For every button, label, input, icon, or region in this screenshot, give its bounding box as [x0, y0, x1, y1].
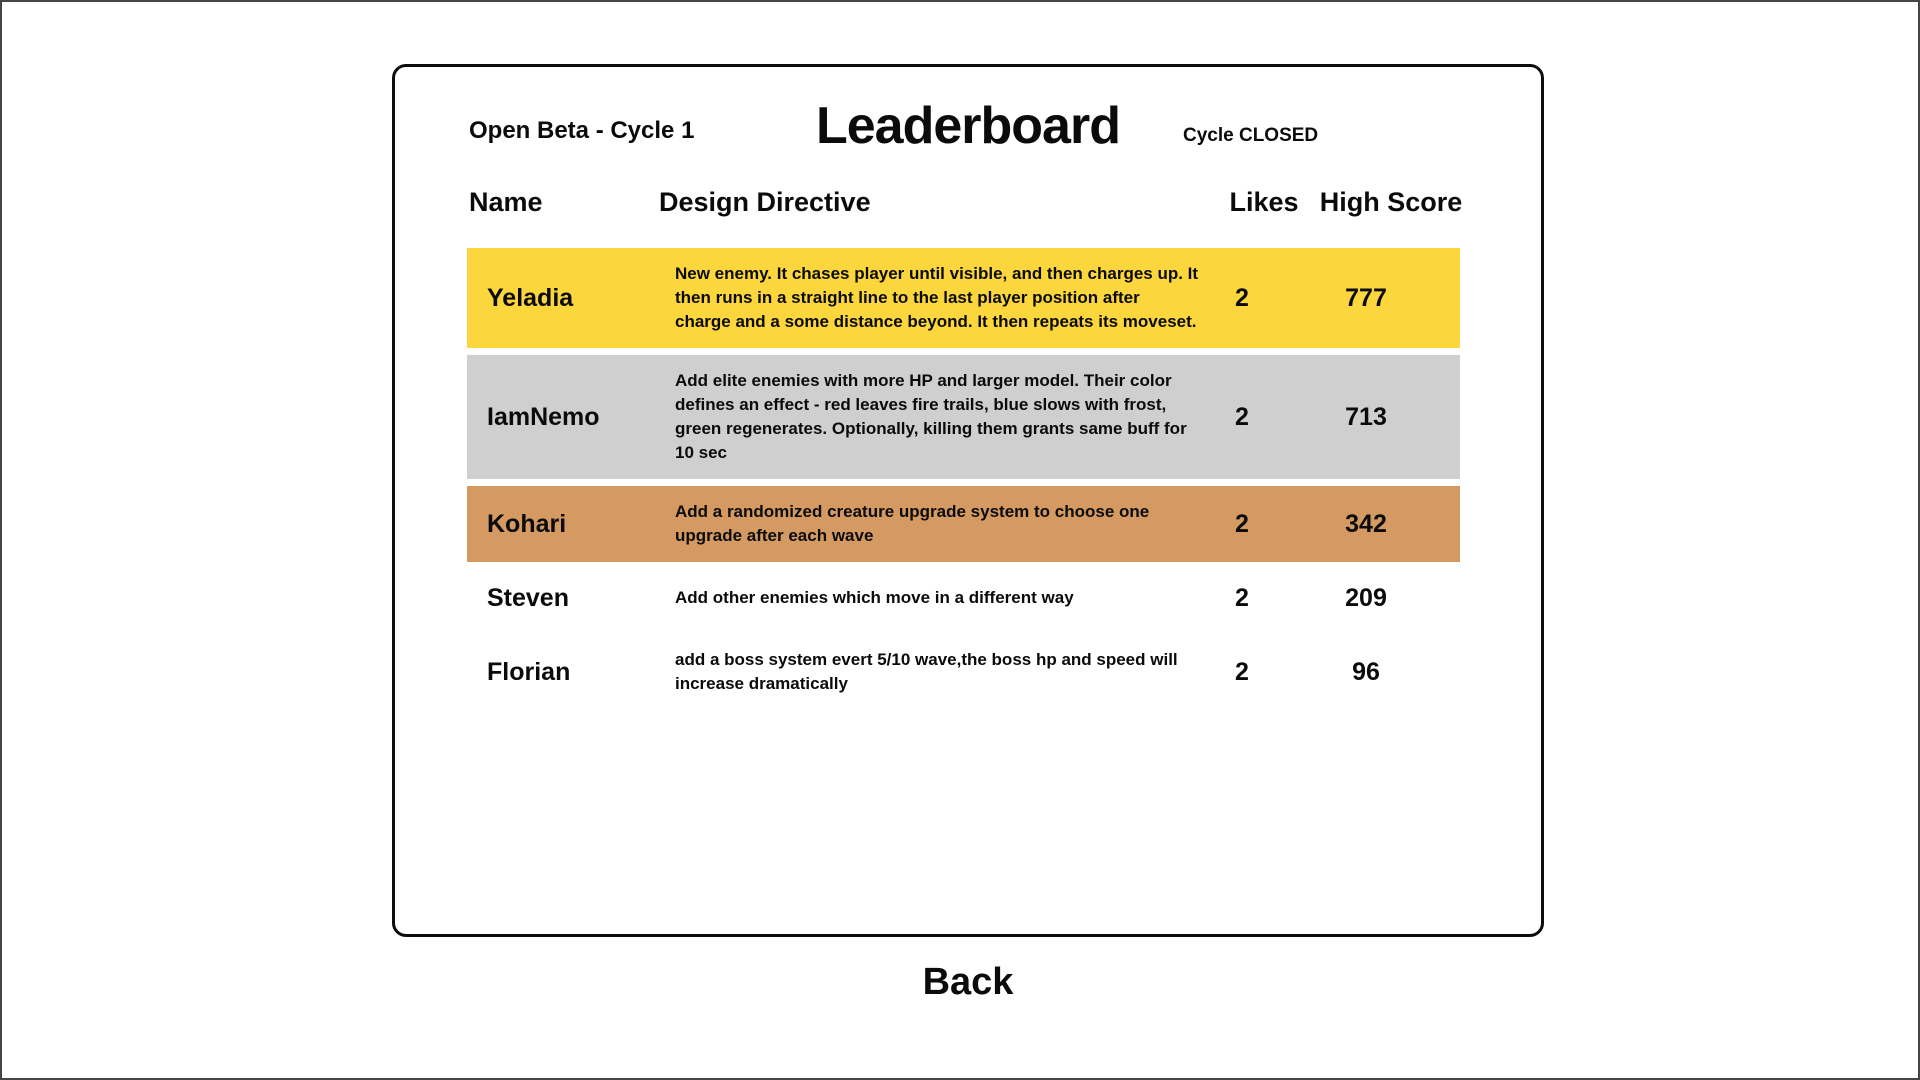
- player-name: Yeladia: [487, 284, 574, 312]
- back-button[interactable]: Back: [913, 957, 1024, 1007]
- player-name: Florian: [487, 658, 571, 686]
- column-header-name: Name: [469, 187, 543, 217]
- design-directive: Add elite enemies with more HP and larger model. Their color defines an effect - red leaves fire trails, blue slows with frost, green regenerates. Optionally, killing them grants same buff for 10 sec: [675, 371, 1187, 462]
- leaderboard-row-4: [467, 569, 1460, 627]
- design-directive: Add other enemies which move in a different way: [675, 588, 1074, 607]
- design-directive: New enemy. It chases player until visible, and then charges up. It then runs in a straight line to the last player position after charge and a some distance beyond. It then repeats its moveset.: [675, 264, 1199, 331]
- leaderboard-rows: [467, 248, 1460, 710]
- design-directive: add a boss system evert 5/10 wave,the boss hp and speed will increase dramatically: [675, 650, 1178, 693]
- leaderboard-title: Leaderboard: [816, 97, 1120, 155]
- leaderboard-row-1: [467, 248, 1460, 348]
- likes-value: 2: [1235, 584, 1249, 612]
- column-header-high-score: High Score: [1319, 187, 1463, 217]
- cycle-label: Open Beta - Cycle 1: [469, 117, 695, 144]
- design-directive: Add a randomized creature upgrade system to choose one upgrade after each wave: [675, 502, 1150, 545]
- leaderboard-row-3: [467, 486, 1460, 562]
- leaderboard-row-2: [467, 355, 1460, 479]
- cycle-status: Cycle CLOSED: [1183, 125, 1319, 146]
- high-score-value: 342: [1345, 510, 1387, 538]
- player-name: Steven: [487, 584, 569, 612]
- high-score-value: 209: [1345, 584, 1387, 612]
- player-name: IamNemo: [487, 403, 600, 431]
- likes-value: 2: [1235, 403, 1249, 431]
- high-score-value: 777: [1345, 284, 1387, 312]
- likes-value: 2: [1235, 510, 1249, 538]
- high-score-value: 713: [1345, 403, 1387, 431]
- leaderboard-row-5: [467, 634, 1460, 710]
- player-name: Kohari: [487, 510, 567, 538]
- column-header-design-directive: Design Directive: [659, 187, 871, 217]
- likes-value: 2: [1235, 284, 1249, 312]
- column-header-likes: Likes: [1229, 187, 1299, 217]
- high-score-value: 96: [1352, 658, 1380, 686]
- likes-value: 2: [1235, 658, 1249, 686]
- leaderboard-panel: [392, 64, 1544, 937]
